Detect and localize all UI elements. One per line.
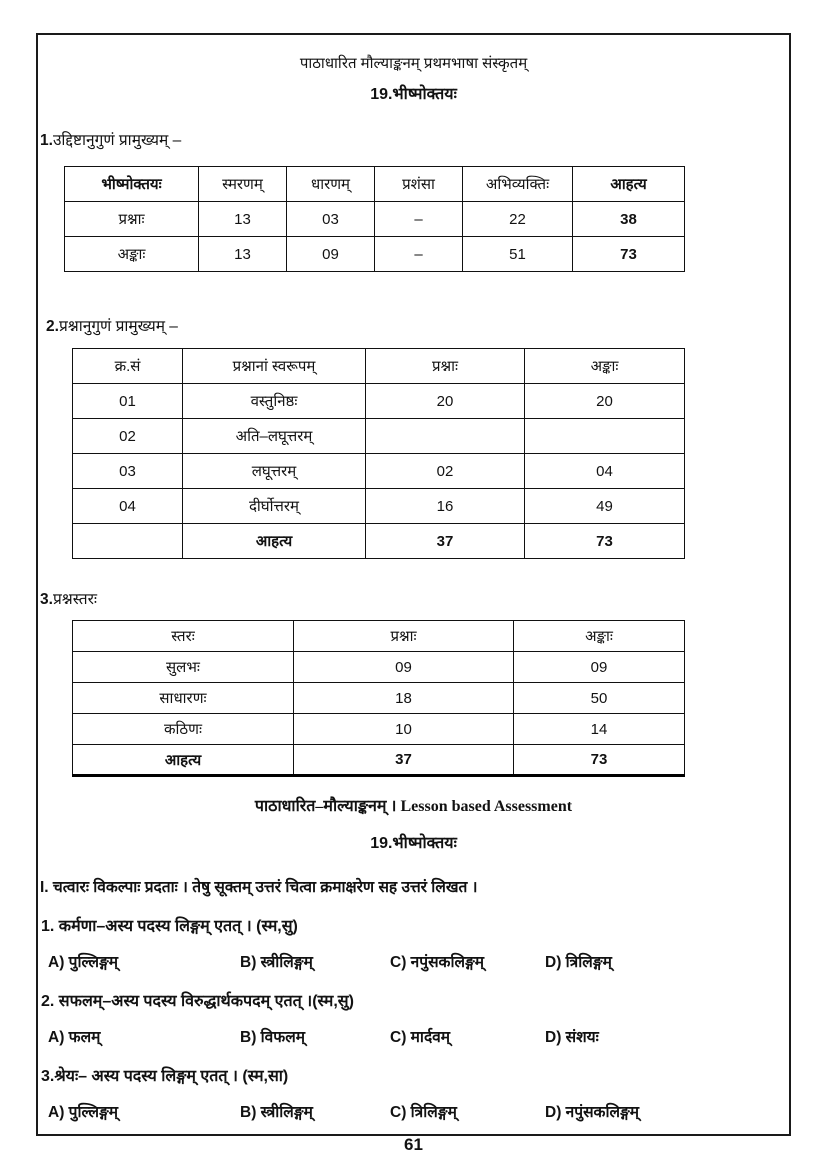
- cell: 16: [366, 489, 525, 524]
- cell: 20: [366, 384, 525, 419]
- cell: 18: [294, 683, 514, 714]
- option-d: D) त्रिलिङ्गम्: [545, 954, 612, 971]
- table-total-row: [73, 524, 685, 559]
- section3-number: 3.: [40, 591, 53, 608]
- cell: अङ्काः: [65, 237, 199, 272]
- option-c: C) मार्दवम्: [390, 1029, 451, 1046]
- header-cell: प्रशंसा: [375, 167, 463, 202]
- cell: 02: [366, 454, 525, 489]
- option-b: B) स्त्रीलिङ्गम्: [240, 954, 313, 971]
- cell: साधारणः: [73, 683, 294, 714]
- option-c: C) त्रिलिङ्गम्: [390, 1104, 457, 1121]
- table-row: [73, 683, 685, 714]
- table-row: [73, 454, 685, 489]
- cell: कठिणः: [73, 714, 294, 745]
- lesson-heading: 19.भीष्मोक्तयः: [370, 86, 457, 103]
- cell: प्रश्नाः: [65, 202, 199, 237]
- assessment-title: पाठाधारित–मौल्याङ्कनम् । Lesson based Assessment: [254, 798, 573, 815]
- table-row: [65, 237, 685, 272]
- cell: 50: [514, 683, 685, 714]
- table-question-types: [72, 348, 685, 559]
- cell: 73: [525, 524, 685, 559]
- cell: 03: [287, 202, 375, 237]
- header-cell: अभिव्यक्तिः: [463, 167, 573, 202]
- cell: 49: [525, 489, 685, 524]
- option-a: A) पुल्लिङ्गम्: [48, 954, 119, 971]
- cell: 22: [463, 202, 573, 237]
- question-2: 2. सफलम्–अस्य पदस्य विरुद्धार्थकपदम् एतत् ।(स्म,सु): [41, 993, 354, 1010]
- cell: 09: [294, 652, 514, 683]
- cell: 04: [525, 454, 685, 489]
- option-d: D) संशयः: [545, 1029, 599, 1046]
- option-b: B) विफलम्: [240, 1029, 306, 1046]
- section1-number: 1.: [40, 132, 53, 149]
- table-header-row: [73, 621, 685, 652]
- cell: 01: [73, 384, 183, 419]
- cell: 73: [573, 237, 685, 272]
- cell: लघूत्तरम्: [183, 454, 366, 489]
- header-cell: भीष्मोक्तयः: [65, 167, 199, 202]
- option-c: C) नपुंसकलिङ्गम्: [390, 954, 485, 971]
- cell: वस्तुनिष्ठः: [183, 384, 366, 419]
- section3-title: प्रश्नस्तरः: [52, 591, 98, 608]
- cell: सुलभः: [73, 652, 294, 683]
- table-total-row: [73, 745, 685, 776]
- section2-number: 2.: [46, 318, 59, 335]
- header-cell: अङ्काः: [525, 349, 685, 384]
- cell: 02: [73, 419, 183, 454]
- table-question-levels: [72, 620, 685, 777]
- cell: 14: [514, 714, 685, 745]
- cell: आहत्य: [73, 745, 294, 776]
- question-3-options: [38, 1100, 789, 1122]
- option-b: B) स्त्रीलिङ्गम्: [240, 1104, 313, 1121]
- table-header-row: [73, 349, 685, 384]
- cell: [525, 419, 685, 454]
- header-cell: स्मरणम्: [199, 167, 287, 202]
- table-row: [65, 202, 685, 237]
- option-a: A) पुल्लिङ्गम्: [48, 1104, 119, 1121]
- cell: 37: [294, 745, 514, 776]
- cell: 20: [525, 384, 685, 419]
- cell: 38: [573, 202, 685, 237]
- table-row: [73, 384, 685, 419]
- cell: [366, 419, 525, 454]
- section1-heading: [40, 128, 789, 150]
- cell: 51: [463, 237, 573, 272]
- section1-title: उद्दिष्टानुगुणं प्रामुख्यम् –: [52, 132, 182, 149]
- table-header-row: [65, 167, 685, 202]
- option-d: D) नपुंसकलिङ्गम्: [545, 1104, 640, 1121]
- header-cell: धारणम्: [287, 167, 375, 202]
- cell: अति–लघूत्तरम्: [183, 419, 366, 454]
- cell: 73: [514, 745, 685, 776]
- cell: –: [375, 202, 463, 237]
- header-cell: आहत्य: [573, 167, 685, 202]
- cell: 37: [366, 524, 525, 559]
- page-number: 61: [404, 1135, 423, 1154]
- cell: 04: [73, 489, 183, 524]
- assessment-lesson-heading: 19.भीष्मोक्तयः: [370, 835, 457, 852]
- page-border: [36, 33, 791, 1154]
- header-cell: प्रश्नानां स्वरूपम्: [183, 349, 366, 384]
- question-1: 1. कर्मणा–अस्य पदस्य लिङ्गम् एतत् । (स्म,सु): [41, 918, 298, 935]
- table-row: [73, 489, 685, 524]
- cell: 13: [199, 237, 287, 272]
- question-3: 3.श्रेयः– अस्य पदस्य लिङ्गम् एतत् । (स्म,सा): [41, 1068, 289, 1085]
- cell: 09: [514, 652, 685, 683]
- document-title: पाठाधारित मौल्याङ्कनम् प्रथमभाषा संस्कृतम्: [299, 55, 528, 72]
- cell: 13: [199, 202, 287, 237]
- header-cell: प्रश्नाः: [294, 621, 514, 652]
- question-1-options: [38, 950, 789, 972]
- header-cell: प्रश्नाः: [366, 349, 525, 384]
- cell: –: [375, 237, 463, 272]
- table-row: [73, 419, 685, 454]
- header-cell: अङ्काः: [514, 621, 685, 652]
- table-row: [73, 652, 685, 683]
- section2-title: प्रश्नानुगुणं प्रामुख्यम् –: [58, 318, 178, 335]
- cell: 09: [287, 237, 375, 272]
- cell: 10: [294, 714, 514, 745]
- cell: [73, 524, 183, 559]
- header-cell: क्र.सं: [73, 349, 183, 384]
- section2-heading: [46, 314, 789, 336]
- section3-heading: [40, 587, 789, 609]
- mcq-instruction: I. चत्वारः विकल्पाः प्रदताः । तेषु सूक्तम् उत्तरं चित्वा क्रमाक्षरेण सह उत्तरं लिखत ।: [40, 879, 478, 896]
- cell: 03: [73, 454, 183, 489]
- table-objectives: [64, 166, 685, 272]
- option-a: A) फलम्: [48, 1029, 101, 1046]
- cell: आहत्य: [183, 524, 366, 559]
- header-cell: स्तरः: [73, 621, 294, 652]
- table-row: [73, 714, 685, 745]
- cell: दीर्घोत्तरम्: [183, 489, 366, 524]
- question-2-options: [38, 1025, 789, 1047]
